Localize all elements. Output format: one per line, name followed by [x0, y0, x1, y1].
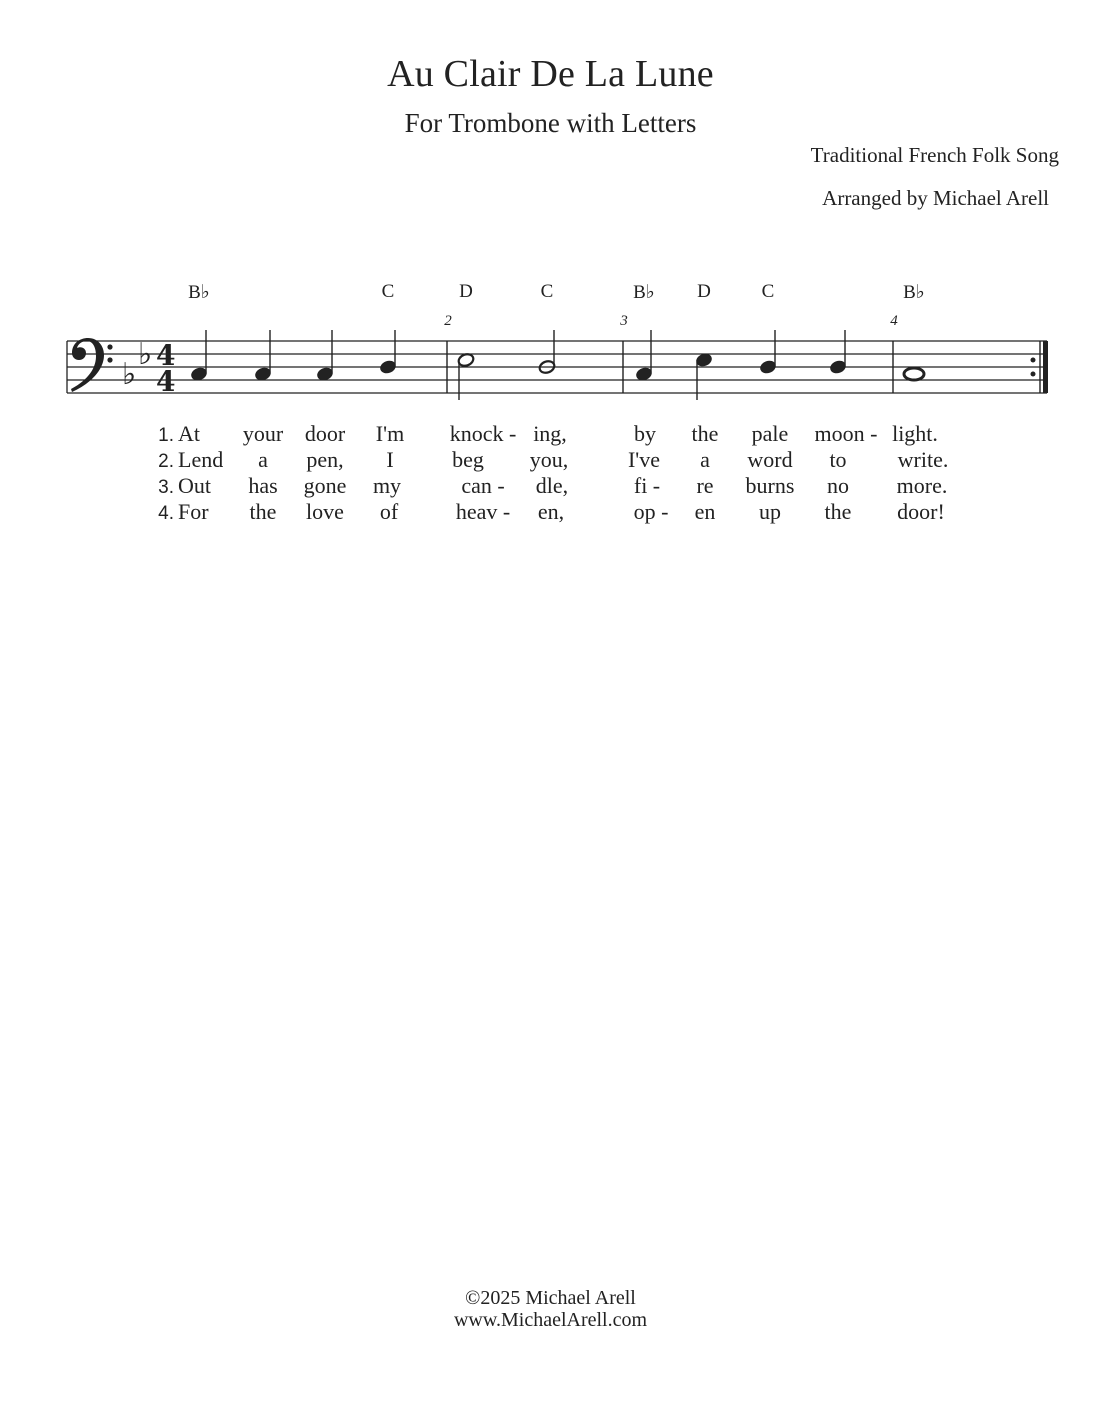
note-bb-whole	[904, 368, 924, 380]
chord-letter: C	[381, 281, 395, 302]
time-signature	[156, 339, 175, 398]
lyric-word: light.	[892, 421, 938, 446]
lyric-word: pen,	[306, 447, 344, 472]
note-c-quarter	[379, 330, 397, 375]
chord-letter: B♭	[633, 282, 655, 303]
svg-text:4: 4	[156, 365, 176, 398]
lyric-word: no	[827, 473, 849, 498]
lyric-word: a	[700, 447, 710, 472]
lyric-word: of	[379, 499, 399, 524]
lyric-word: I've	[627, 447, 661, 472]
lyric-word: has	[248, 473, 278, 498]
lyric-word: by	[634, 421, 656, 446]
lyric-word: can -	[461, 473, 505, 498]
chord-letter: D	[459, 281, 473, 302]
verse-number: 1.	[158, 425, 174, 446]
svg-text:♭: ♭	[138, 337, 153, 372]
lyric-word: burns	[745, 473, 795, 498]
copyright-notice: ©2025 Michael Arell	[465, 1287, 636, 1309]
lyric-word: fi -	[633, 473, 661, 498]
lyric-word: my	[372, 473, 402, 498]
chord-letter: C	[540, 281, 554, 302]
lyric-word: your	[242, 421, 284, 446]
lyric-word: gone	[303, 473, 347, 498]
lyric-word: you,	[529, 447, 569, 472]
note-bb-quarter	[254, 330, 272, 382]
note-bb-quarter	[635, 330, 653, 382]
lyric-word: I'm	[375, 421, 405, 446]
key-signature-flats	[122, 337, 152, 392]
lyric-word: Lend	[178, 447, 224, 472]
lyric-word: more.	[896, 473, 948, 498]
lyric-word: Out	[178, 473, 211, 498]
lyric-word: dle,	[535, 473, 569, 498]
lyric-word: door	[304, 421, 346, 446]
verse-number: 2.	[158, 451, 174, 472]
lyric-word: the	[691, 421, 719, 446]
lyric-word: pale	[751, 421, 789, 446]
website-link[interactable]: www.MichaelArell.com	[453, 1309, 648, 1331]
arranger-credit: Arranged by Michael Arell	[822, 186, 1049, 210]
note-c-quarter	[829, 330, 847, 375]
lyric-word: op -	[633, 499, 669, 524]
lyric-word: knock -	[449, 421, 517, 446]
verse-number: 3.	[158, 477, 174, 498]
verse-number: 4.	[158, 503, 174, 524]
lyric-word: For	[178, 499, 209, 524]
lyric-word: beg	[452, 447, 484, 472]
chord-letter: D	[697, 281, 711, 302]
song-title: Au Clair De La Lune	[387, 53, 714, 95]
lyric-word: moon -	[814, 421, 878, 446]
lyric-word: At	[178, 421, 200, 446]
note-c-quarter	[759, 330, 777, 375]
svg-text:♭: ♭	[122, 357, 137, 392]
lyric-word: en,	[537, 499, 565, 524]
note-bb-quarter	[316, 330, 334, 382]
lyric-word: I	[386, 447, 394, 472]
measure-number: 3	[620, 313, 628, 329]
chord-letter: B♭	[188, 282, 210, 303]
measure-number: 2	[444, 313, 452, 329]
svg-text:4: 4	[156, 339, 176, 372]
lyric-word: the	[824, 499, 852, 524]
music-staff	[0, 0, 1101, 420]
lyric-word: to	[829, 447, 847, 472]
lyric-word: love	[306, 499, 344, 524]
lyric-word: heav -	[455, 499, 511, 524]
lyric-word: door!	[897, 499, 945, 524]
chord-letter: C	[761, 281, 775, 302]
lyric-word: the	[249, 499, 277, 524]
composer-credit: Traditional French Folk Song	[810, 143, 1059, 167]
lyric-word: a	[258, 447, 268, 472]
lyric-word: re	[696, 473, 714, 498]
note-c-half	[538, 330, 556, 375]
measure-number: 4	[890, 313, 898, 329]
lyric-word: word	[747, 447, 793, 472]
lyric-word: up	[759, 499, 781, 524]
chord-letter: B♭	[903, 282, 925, 303]
staff-lines	[67, 341, 1047, 393]
lyric-word: en	[694, 499, 716, 524]
lyric-word: write.	[897, 447, 949, 472]
song-subtitle: For Trombone with Letters	[404, 108, 697, 138]
lyric-word: ing,	[533, 421, 567, 446]
bass-clef-icon	[71, 338, 113, 392]
note-bb-quarter	[190, 330, 208, 382]
